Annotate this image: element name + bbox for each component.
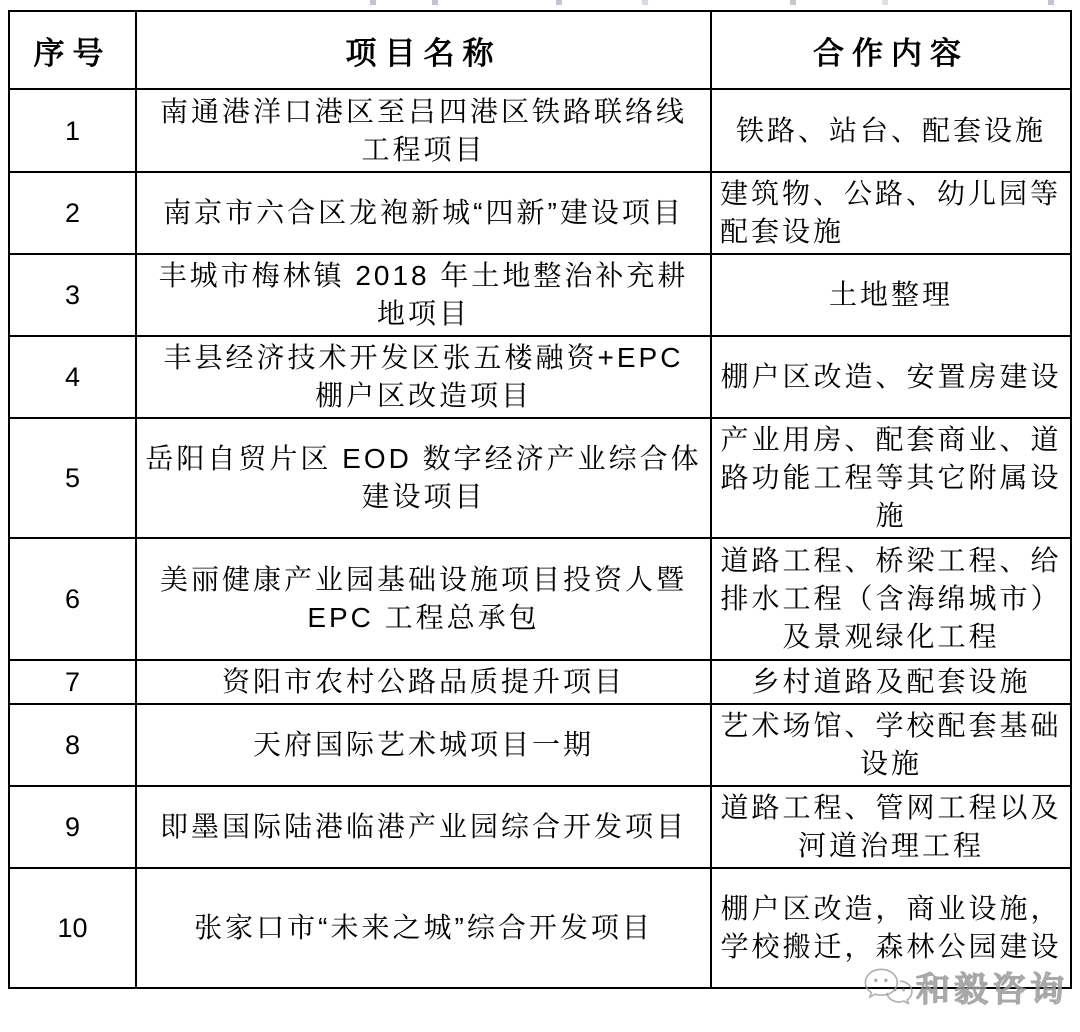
- cell-cooperation-content: 艺术场馆、学校配套基础设施: [711, 704, 1071, 786]
- table-row: [9, 538, 1071, 660]
- table-row: [9, 704, 1071, 786]
- text-fragment: [882, 0, 888, 5]
- cell-cooperation-content: 建筑物、公路、幼儿园等配套设施: [711, 172, 1071, 254]
- cell-cooperation-content: 棚户区改造，商业设施，学校搬迁，森林公园建设: [711, 868, 1071, 988]
- cell-cooperation-content: 铁路、站台、配套设施: [711, 89, 1071, 172]
- cell-project-name: 天府国际艺术城项目一期: [136, 704, 711, 786]
- col-header-no: 序号: [9, 11, 136, 89]
- cell-no: 1: [9, 89, 136, 172]
- text-fragment: [642, 0, 648, 5]
- cell-project-name: 资阳市农村公路品质提升项目: [136, 660, 711, 704]
- table-row: [9, 786, 1071, 868]
- cell-no: 9: [9, 786, 136, 868]
- cell-no: 2: [9, 172, 136, 254]
- cell-project-name: 岳阳自贸片区 EOD 数字经济产业综合体建设项目: [136, 418, 711, 538]
- cell-cooperation-content: 土地整理: [711, 254, 1071, 336]
- table-row: [9, 418, 1071, 538]
- cell-cooperation-content: 道路工程、管网工程以及河道治理工程: [711, 786, 1071, 868]
- cell-project-name: 张家口市“未来之城”综合开发项目: [136, 868, 711, 988]
- cell-cooperation-content: 乡村道路及配套设施: [711, 660, 1071, 704]
- table-row: [9, 89, 1071, 172]
- cell-project-name: 南京市六合区龙袍新城“四新”建设项目: [136, 172, 711, 254]
- cell-project-name: 即墨国际陆港临港产业园综合开发项目: [136, 786, 711, 868]
- cell-project-name: 美丽健康产业园基础设施项目投资人暨 EPC 工程总承包: [136, 538, 711, 660]
- watermark-label: 和毅咨询: [916, 971, 1068, 1009]
- cooperation-projects-table: [8, 10, 1072, 989]
- header-row: [9, 11, 1071, 89]
- cell-cooperation-content: 产业用房、配套商业、道路功能工程等其它附属设施: [711, 418, 1071, 538]
- text-fragment: [1048, 0, 1054, 5]
- cell-cooperation-content: 道路工程、桥梁工程、给排水工程（含海绵城市）及景观绿化工程: [711, 538, 1071, 660]
- text-fragment: [432, 0, 438, 5]
- text-fragment: [370, 0, 376, 5]
- table-container: [8, 10, 1072, 989]
- table-row: [9, 254, 1071, 336]
- text-fragment: [556, 0, 562, 5]
- cell-project-name: 丰城市梅林镇 2018 年土地整治补充耕地项目: [136, 254, 711, 336]
- cell-project-name: 丰县经济技术开发区张五楼融资+EPC 棚户区改造项目: [136, 336, 711, 418]
- table-row: [9, 868, 1071, 988]
- col-header-cooperation-content: 合作内容: [711, 11, 1071, 89]
- cell-no: 8: [9, 704, 136, 786]
- table-row: [9, 172, 1071, 254]
- text-fragment: [790, 0, 796, 5]
- table-row: [9, 336, 1071, 418]
- cell-no: 4: [9, 336, 136, 418]
- cell-no: 5: [9, 418, 136, 538]
- cell-no: 3: [9, 254, 136, 336]
- cell-no: 10: [9, 868, 136, 988]
- col-header-project-name: 项目名称: [136, 11, 711, 89]
- cell-project-name: 南通港洋口港区至吕四港区铁路联络线工程项目: [136, 89, 711, 172]
- table-row: [9, 660, 1071, 704]
- cell-no: 7: [9, 660, 136, 704]
- cell-no: 6: [9, 538, 136, 660]
- cell-cooperation-content: 棚户区改造、安置房建设: [711, 336, 1071, 418]
